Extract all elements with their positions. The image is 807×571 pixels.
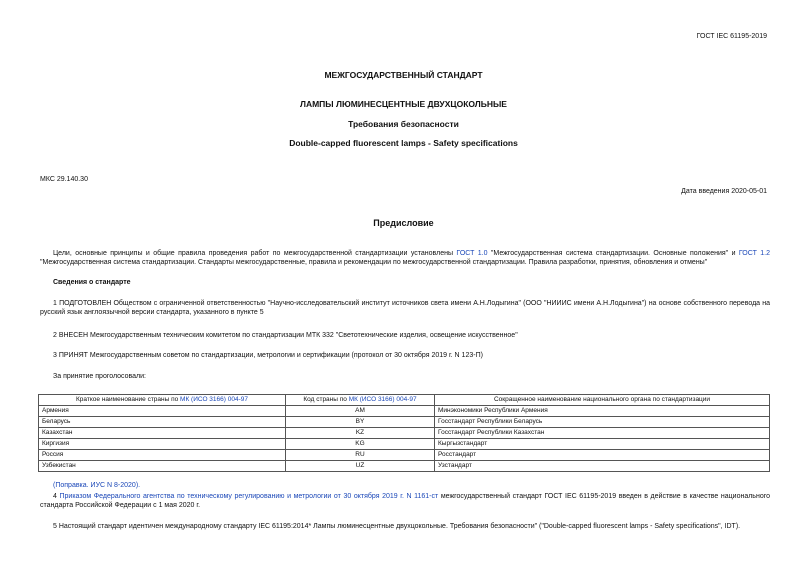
country-name-cell: Россия bbox=[39, 450, 286, 461]
item-number: 4 bbox=[53, 493, 60, 500]
voted-for-label: За принятие проголосовали: bbox=[53, 373, 146, 380]
mks-code: МКС 29.140.30 bbox=[40, 176, 88, 183]
table-row bbox=[39, 450, 770, 461]
national-body-cell: Узстандарт bbox=[435, 461, 770, 472]
country-code-cell: UZ bbox=[286, 461, 435, 472]
country-code-cell: KZ bbox=[286, 428, 435, 439]
item-4-enacted bbox=[40, 493, 770, 511]
country-code-cell: AM bbox=[286, 406, 435, 417]
standard-name-title: ЛАМПЫ ЛЮМИНЕСЦЕНТНЫЕ ДВУХЦОКОЛЬНЫЕ bbox=[300, 99, 507, 109]
country-name-cell: Беларусь bbox=[39, 417, 286, 428]
table-row bbox=[39, 461, 770, 472]
header-country-code: Код страны по МК (ИСО 3166) 004-97 bbox=[286, 395, 435, 406]
table-row bbox=[39, 439, 770, 450]
table-row bbox=[39, 428, 770, 439]
country-code-cell: RU bbox=[286, 450, 435, 461]
paragraph-text: Цели, основные принципы и общие правила проведения работ по межгосударственной стандартизации установлены bbox=[53, 250, 457, 257]
mk-iso-link[interactable]: МК (ИСО 3166) 004-97 bbox=[348, 396, 417, 403]
table-row bbox=[39, 417, 770, 428]
gost-1-2-link[interactable]: ГОСТ 1.2 bbox=[738, 250, 770, 257]
header-national-body: Сокращенное наименование национального органа по стандартизации bbox=[435, 395, 770, 406]
standard-type-title: МЕЖГОСУДАРСТВЕННЫЙ СТАНДАРТ bbox=[324, 70, 483, 80]
order-link[interactable]: Приказом Федерального агентства по техническому регулированию и метрологии от 30 октября 2019 г. N 1161-ст bbox=[59, 493, 439, 500]
country-name-cell: Узбекистан bbox=[39, 461, 286, 472]
country-name-cell: Казахстан bbox=[39, 428, 286, 439]
country-name-cell: Киргизия bbox=[39, 439, 286, 450]
foreword-paragraph bbox=[40, 250, 770, 268]
gost-1-0-link[interactable]: ГОСТ 1.0 bbox=[456, 250, 488, 257]
document-code: ГОСТ IEC 61195-2019 bbox=[696, 33, 767, 40]
country-code-cell: BY bbox=[286, 417, 435, 428]
standard-subtitle: Требования безопасности bbox=[348, 119, 459, 129]
national-body-cell: Росстандарт bbox=[435, 450, 770, 461]
voting-countries-table bbox=[38, 394, 770, 472]
table-row bbox=[39, 406, 770, 417]
item-2-submitted: 2 ВНЕСЕН Межгосударственным техническим комитетом по стандартизации МТК 332 "Светотехнические изделия, освещение искусственное" bbox=[53, 332, 518, 339]
national-body-cell: Минэкономики Республики Армения bbox=[435, 406, 770, 417]
item-1-prepared: 1 ПОДГОТОВЛЕН Обществом с ограниченной ответственностью "Научно-исследовательский институт источников света имени А.Н.Лодыгина" (ООО "НИИИС имени А.Н.Лодыгина") на основе собственного перевода на русский язык англоязычной версии стандарта, указанного в пункте 5 bbox=[40, 300, 770, 316]
mk-iso-link[interactable]: МК (ИСО 3166) 004-97 bbox=[180, 396, 248, 403]
item-3-adopted: 3 ПРИНЯТ Межгосударственным советом по стандартизации, метрологии и сертификации (протокол от 30 октября 2019 г. N 123-П) bbox=[53, 352, 483, 359]
paragraph-text: межгосударственный стандарт ГОСТ IEC 61195-2019 введен в действие в качестве национального стандарта Российской Федерации с 1 мая 2020 г. bbox=[40, 493, 771, 509]
paragraph-text: "Межгосударственная система стандартизации. Стандарты межгосударственные, правила и рекомендации по межгосударственной стандартизации. Правила разработки, принятия, обновления и отмены" bbox=[40, 258, 708, 266]
table-header-row bbox=[39, 395, 770, 406]
standard-info-heading: Сведения о стандарте bbox=[53, 279, 131, 286]
national-body-cell: Госстандарт Республики Беларусь bbox=[435, 417, 770, 428]
foreword-heading: Предисловие bbox=[373, 218, 434, 228]
country-code-cell: KG bbox=[286, 439, 435, 450]
amendment-link[interactable]: (Поправка. ИУС N 8-2020). bbox=[53, 482, 141, 489]
country-name-cell: Армения bbox=[39, 406, 286, 417]
header-country-name: Краткое наименование страны по МК (ИСО 3166) 004-97 bbox=[39, 395, 286, 406]
national-body-cell: Госстандарт Республики Казахстан bbox=[435, 428, 770, 439]
item-5-identical: 5 Настоящий стандарт идентичен международному стандарту IEC 61195:2014* Лампы люминесцентные двухцокольные. Требования безопасности" ("Double-capped fluorescent lamps - Safety specifications", IDT). bbox=[53, 523, 741, 530]
national-body-cell: Кыргызстандарт bbox=[435, 439, 770, 450]
paragraph-text: "Межгосударственная система стандартизации. Основные положения" и bbox=[487, 250, 739, 257]
standard-english-title: Double-capped fluorescent lamps - Safety specifications bbox=[289, 138, 518, 148]
introduction-date: Дата введения 2020-05-01 bbox=[681, 188, 767, 195]
